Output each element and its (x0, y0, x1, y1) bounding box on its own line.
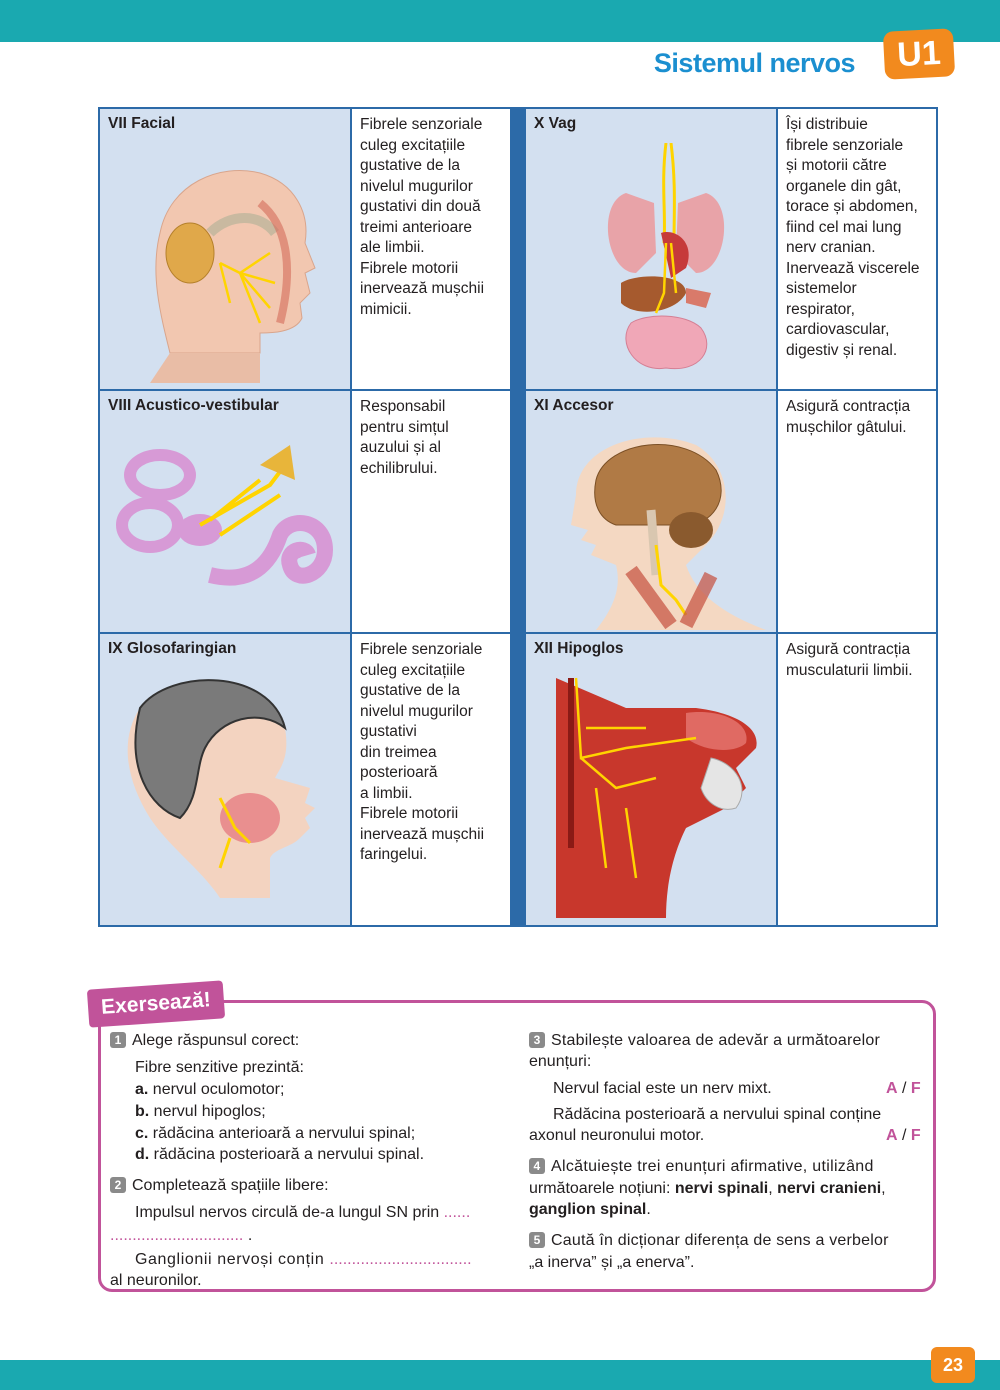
description-line: auzului și al (360, 439, 441, 456)
illustration-panel (526, 634, 778, 925)
nerve-name: XII Hipoglos (534, 640, 624, 657)
question-number-badge: 1 (110, 1032, 126, 1048)
inner-ear-illustration (110, 425, 340, 615)
table-divider (510, 107, 524, 927)
question-prompt: Stabilește valoarea de adevăr a următoarelor (551, 1032, 880, 1049)
option-letter: d. (135, 1146, 150, 1163)
nerve-cell-acoustic-vestibular (98, 389, 512, 634)
illustration-panel (100, 391, 352, 632)
description-line: cardiovascular, (786, 321, 890, 338)
true-option[interactable]: A (886, 1080, 898, 1097)
fill-in-sentence (135, 1202, 470, 1224)
description-line: pentru simțul (360, 418, 449, 436)
nerve-name: VII Facial (108, 115, 176, 132)
answer-option (135, 1079, 284, 1101)
description-line: Asigură contracția (786, 641, 911, 658)
true-false-choice[interactable] (886, 1078, 921, 1100)
nerve-description (352, 391, 510, 632)
description-line: respirator, (786, 300, 855, 318)
answer-option (135, 1101, 266, 1123)
description-line: Fibrele senzoriale (360, 641, 483, 658)
table-left-column (98, 107, 512, 927)
question-1 (110, 1030, 299, 1052)
punctuation: , (881, 1180, 886, 1197)
description-line: mușchilor gâtului. (786, 418, 907, 436)
description-line: Fibrele motorii (360, 259, 459, 277)
option-text: nervul oculomotor; (148, 1081, 285, 1098)
nerve-cell-hypoglossal (524, 632, 938, 927)
description-line: posterioară (360, 764, 438, 781)
bottom-color-bar (0, 1360, 1000, 1390)
question-number-badge: 2 (110, 1177, 126, 1193)
page-number: 23 (931, 1347, 975, 1383)
sentence-text: Ganglionii nervoși conțin (135, 1251, 325, 1268)
description-line: digestiv și renal. (786, 341, 898, 359)
accessory-nerve-illustration (536, 425, 766, 630)
nerve-description (778, 109, 936, 389)
nerve-description (778, 391, 936, 632)
punctuation: , (768, 1180, 778, 1197)
description-line: gustativi din două (360, 198, 481, 215)
description-line: Asigură contracția (786, 398, 911, 415)
question-prompt: Completează spațiile libere: (132, 1177, 329, 1194)
facial-nerve-illustration (110, 143, 340, 383)
description-line: torace și abdomen, (786, 198, 918, 215)
description-line: nivelul mugurilor (360, 702, 473, 720)
nerve-name: X Vag (534, 115, 577, 132)
nerve-cell-vagus (524, 107, 938, 391)
chapter-title: Sistemul nervos (653, 48, 855, 78)
description-line: inervează mușchii (360, 825, 485, 843)
keyword: nervi spinali (674, 1180, 769, 1197)
description-line: gustativi (360, 723, 417, 740)
top-color-bar (0, 0, 1000, 42)
fill-in-continuation (110, 1225, 252, 1247)
description-line: Responsabil (360, 398, 446, 415)
description-line: treimi anterioare (360, 218, 472, 236)
fill-in-sentence (135, 1249, 472, 1271)
question-prompt: Caută în dicționar diferența de sens a verbelor (551, 1232, 889, 1249)
blank-space[interactable]: ...... (443, 1204, 471, 1221)
nerve-cell-facial (98, 107, 512, 391)
description-line: gustative de la (360, 682, 460, 699)
nerve-description (778, 634, 936, 925)
hypoglossal-nerve-illustration (536, 668, 766, 918)
question-prompt: enunțuri: (529, 1053, 592, 1070)
separator: / (902, 1080, 907, 1097)
illustration-panel (100, 634, 352, 925)
question-prompt: „a inerva” și „a enerva”. (529, 1254, 695, 1271)
nerve-name: XI Accesor (534, 397, 614, 414)
illustration-panel (100, 109, 352, 389)
description-line: echilibrului. (360, 459, 438, 477)
separator: / (902, 1127, 907, 1144)
option-text: rădăcina anterioară a nervului spinal; (148, 1125, 416, 1142)
question-prompt: Alege răspunsul corect: (132, 1032, 300, 1049)
question-2 (110, 1175, 329, 1197)
description-line: musculaturii limbii. (786, 661, 913, 679)
true-false-choice[interactable] (886, 1125, 921, 1147)
glossopharyngeal-illustration (110, 668, 340, 918)
keyword: nervi cranieni (777, 1180, 882, 1197)
question-number-badge: 3 (529, 1032, 545, 1048)
description-line: Fibrele motorii (360, 805, 459, 822)
sentence-text: următoarele noțiuni: (529, 1180, 675, 1197)
description-line: Fibrele senzoriale (360, 116, 483, 133)
exercise-tab-label: Exersează! (87, 980, 225, 1027)
answer-option (135, 1123, 415, 1145)
description-line: Inervează viscerele (786, 259, 920, 277)
nerve-name: VIII Acustico-vestibular (108, 397, 279, 414)
description-line: ale limbii. (360, 239, 425, 256)
nerve-name: IX Glosofaringian (108, 640, 237, 657)
illustration-panel (526, 391, 778, 632)
description-line: nivelul mugurilor (360, 177, 473, 195)
unit-badge: U1 (883, 28, 955, 80)
statement-text: Nervul facial este un nerv mixt. (553, 1080, 772, 1097)
description-line: Își distribuie (786, 116, 868, 133)
false-option[interactable]: F (910, 1080, 921, 1097)
statement-text: Rădăcina posterioară a nervului spinal conține (553, 1106, 882, 1123)
illustration-panel (526, 109, 778, 389)
description-line: sistemelor (786, 280, 857, 297)
description-line: mimicii. (360, 300, 412, 318)
question-4-keywords (529, 1178, 886, 1200)
question-prompt: Alcătuiește trei enunțuri afirmative, utilizând (551, 1158, 874, 1175)
false-option[interactable]: F (910, 1127, 921, 1144)
sentence-text: Impulsul nervos circulă de-a lungul SN prin (135, 1204, 440, 1221)
description-line: gustative de la (360, 157, 460, 174)
statement-text: axonul neuronului motor. (529, 1127, 705, 1144)
description-line: nerv cranian. (786, 239, 876, 256)
nerve-cell-glossopharyngeal (98, 632, 512, 927)
cranial-nerves-table (98, 107, 938, 927)
sentence-text: al neuronilor. (110, 1272, 202, 1289)
nerve-cell-accessory (524, 389, 938, 634)
nerve-description (352, 109, 510, 389)
description-line: și motorii către (786, 157, 887, 174)
table-right-column (524, 107, 938, 927)
question-number-badge: 4 (529, 1158, 545, 1174)
question-4-keywords-end (529, 1199, 651, 1221)
question-number-badge: 5 (529, 1232, 545, 1248)
sentence-text: . (247, 1227, 253, 1244)
description-line: culeg excitațiile (360, 136, 466, 154)
question-5 (529, 1230, 889, 1252)
vagus-nerve-illustration (536, 143, 766, 383)
option-letter: b. (135, 1103, 150, 1120)
question-stem: Fibre senzitive prezintă: (135, 1059, 304, 1076)
option-letter: c. (135, 1125, 149, 1142)
description-line: fiind cel mai lung (786, 218, 902, 236)
answer-option (135, 1144, 424, 1166)
description-line: faringelui. (360, 846, 428, 863)
description-line: culeg excitațiile (360, 661, 466, 679)
description-line: inervează mușchii (360, 280, 485, 297)
question-4 (529, 1156, 874, 1178)
true-option[interactable]: A (886, 1127, 898, 1144)
nerve-description (352, 634, 510, 925)
option-text: nervul hipoglos; (149, 1103, 266, 1120)
description-line: fibrele senzoriale (786, 136, 904, 154)
keyword: ganglion spinal (529, 1201, 647, 1218)
punctuation: . (646, 1201, 651, 1218)
blank-space[interactable]: ................................ (329, 1251, 472, 1268)
description-line: organele din gât, (786, 177, 902, 195)
blank-space[interactable]: .............................. (110, 1227, 244, 1244)
description-line: a limbii. (360, 784, 413, 802)
option-text: rădăcina posterioară a nervului spinal. (149, 1146, 425, 1163)
description-line: din treimea (360, 743, 437, 761)
question-3 (529, 1030, 880, 1052)
option-letter: a. (135, 1081, 149, 1098)
